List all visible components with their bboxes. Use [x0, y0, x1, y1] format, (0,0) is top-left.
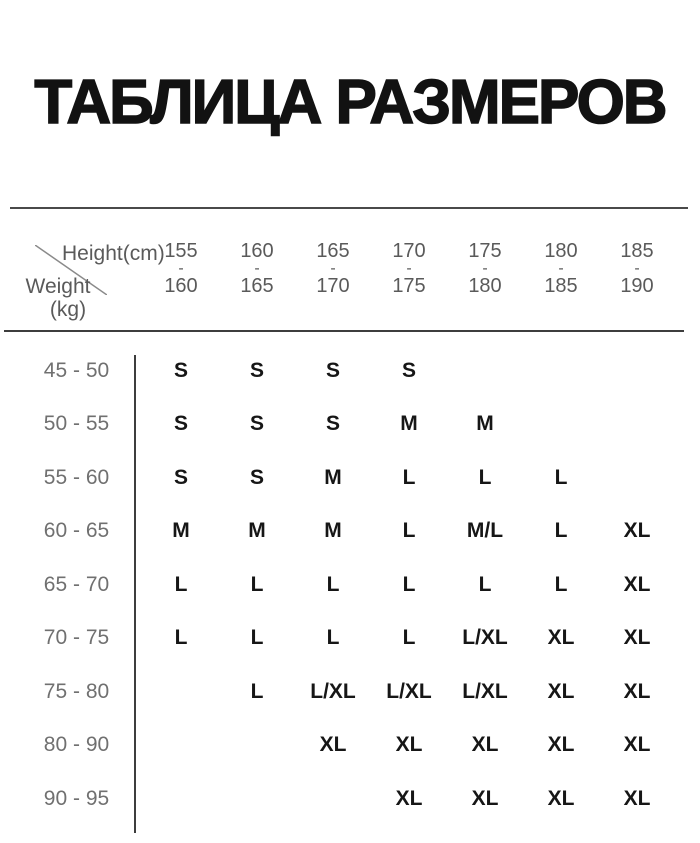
- size-cell: L: [250, 679, 264, 703]
- size-cell: XL: [623, 786, 651, 810]
- size-cell: XL: [547, 626, 575, 650]
- size-cell: S: [173, 358, 188, 382]
- height-value: 160: [164, 275, 198, 297]
- height-range-header: [447, 209, 523, 330]
- height-value: 165: [316, 240, 350, 262]
- table-body: [10, 332, 685, 837]
- size-cell: S: [249, 465, 264, 489]
- weight-range-label: 50 - 55: [43, 412, 110, 436]
- size-cell: S: [173, 465, 188, 489]
- weight-range-label: 70 - 75: [43, 626, 110, 650]
- size-cell: XL: [623, 519, 651, 543]
- size-cell: XL: [319, 733, 347, 757]
- weight-axis-label: [23, 275, 93, 321]
- size-cell: XL: [395, 733, 423, 757]
- table-row: [10, 558, 685, 612]
- table-rows: [10, 332, 685, 826]
- size-cell: L: [174, 626, 188, 650]
- height-range-header: [219, 209, 295, 330]
- table-row: [10, 505, 685, 559]
- vertical-divider-line: [134, 355, 136, 833]
- size-cell: S: [325, 412, 340, 436]
- table-row: [10, 665, 685, 719]
- size-cell: M: [324, 519, 342, 543]
- table-header-row: [10, 209, 685, 330]
- size-cell: L: [478, 572, 492, 596]
- size-cell: S: [173, 412, 188, 436]
- table-row: [10, 451, 685, 505]
- size-cell: XL: [623, 679, 651, 703]
- height-value: 180: [468, 275, 502, 297]
- height-value: 175: [468, 240, 502, 262]
- size-cell: M: [248, 519, 266, 543]
- table-row: [10, 612, 685, 666]
- size-cell: XL: [471, 786, 499, 810]
- size-cell: M: [476, 412, 494, 436]
- height-range-header: [143, 209, 219, 330]
- size-cell: L: [250, 626, 264, 650]
- height-value: 185: [620, 240, 654, 262]
- weight-range-label: 65 - 70: [43, 572, 110, 596]
- size-cell: XL: [547, 679, 575, 703]
- size-cell: L: [554, 465, 568, 489]
- weight-range-label: 55 - 60: [43, 465, 110, 489]
- range-separator: -: [482, 260, 488, 277]
- page-title: ТАБЛИЦА РАЗМЕРОВ: [34, 68, 666, 137]
- height-range-header: [371, 209, 447, 330]
- height-value: 180: [544, 240, 578, 262]
- size-cell: XL: [623, 733, 651, 757]
- height-range-header: [523, 209, 599, 330]
- height-range-header: [599, 209, 675, 330]
- size-cell: S: [249, 358, 264, 382]
- weight-range-label: 45 - 50: [43, 358, 110, 382]
- height-value: 160: [240, 240, 274, 262]
- height-value: 155: [164, 240, 198, 262]
- size-cell: L: [554, 519, 568, 543]
- range-separator: -: [634, 260, 640, 277]
- size-cell: L: [250, 572, 264, 596]
- weight-range-label: 80 - 90: [43, 733, 110, 757]
- range-separator: -: [254, 260, 260, 277]
- table-row: [10, 772, 685, 826]
- size-cell: L: [174, 572, 188, 596]
- weight-range-label: 60 - 65: [43, 519, 110, 543]
- range-separator: -: [558, 260, 564, 277]
- weight-axis-unit: (kg): [49, 298, 87, 321]
- size-cell: M: [324, 465, 342, 489]
- height-value: 170: [316, 275, 350, 297]
- size-cell: L/XL: [462, 626, 508, 650]
- height-value: 175: [392, 275, 426, 297]
- size-cell: XL: [623, 572, 651, 596]
- size-cell: L: [326, 626, 340, 650]
- size-cell: L: [402, 572, 416, 596]
- height-axis-label: Height(cm): [62, 242, 165, 265]
- size-cell: XL: [547, 786, 575, 810]
- size-cell: L/XL: [310, 679, 356, 703]
- size-cell: S: [325, 358, 340, 382]
- size-cell: M: [400, 412, 418, 436]
- table-row: [10, 344, 685, 398]
- size-cell: L: [326, 572, 340, 596]
- range-separator: -: [178, 260, 184, 277]
- height-value: 170: [392, 240, 426, 262]
- table-row: [10, 398, 685, 452]
- height-value: 190: [620, 275, 654, 297]
- size-cell: XL: [547, 733, 575, 757]
- axis-corner-cell: [10, 209, 165, 330]
- size-cell: L: [402, 519, 416, 543]
- size-cell: L/XL: [462, 679, 508, 703]
- weight-range-label: 75 - 80: [43, 679, 110, 703]
- weight-axis-label-text: Weight: [25, 275, 91, 298]
- range-separator: -: [330, 260, 336, 277]
- size-cell: S: [249, 412, 264, 436]
- height-value: 185: [544, 275, 578, 297]
- size-cell: L: [554, 572, 568, 596]
- size-cell: M: [172, 519, 190, 543]
- range-separator: -: [406, 260, 412, 277]
- size-cell: S: [401, 358, 416, 382]
- weight-range-label: 90 - 95: [43, 786, 110, 810]
- height-value: 165: [240, 275, 274, 297]
- size-cell: XL: [395, 786, 423, 810]
- size-cell: L/XL: [386, 679, 432, 703]
- size-cell: L: [402, 465, 416, 489]
- size-cell: M/L: [466, 519, 504, 543]
- table-row: [10, 719, 685, 773]
- size-cell: L: [402, 626, 416, 650]
- size-cell: XL: [623, 626, 651, 650]
- size-cell: L: [478, 465, 492, 489]
- size-cell: XL: [471, 733, 499, 757]
- height-range-header: [295, 209, 371, 330]
